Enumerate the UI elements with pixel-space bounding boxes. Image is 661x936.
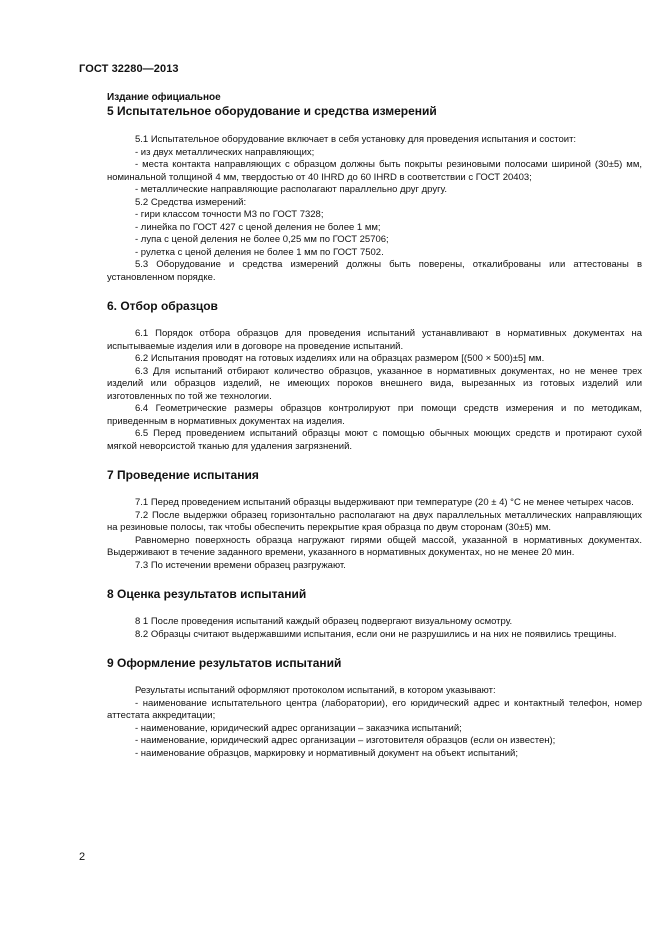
paragraph-8-1: 8 1 После проведения испытаний каждый образец подвергают визуальному осмотру. (135, 616, 513, 627)
paragraph-9-intro: Результаты испытаний оформляют протоколом испытаний, в котором указывают: (135, 685, 496, 696)
list-item: - линейка по ГОСТ 427 с ценой деления не более 1 мм; (135, 221, 381, 233)
section-8-heading: 8 Оценка результатов испытаний (107, 587, 307, 601)
paragraph-5-1: 5.1 Испытательное оборудование включает в себя установку для проведения испытания и состоит: (135, 134, 577, 145)
list-item: - лупа с ценой деления не более 0,25 мм по ГОСТ 25706; (135, 234, 389, 245)
document-body (107, 102, 642, 760)
paragraph-5-3: 5.3 Оборудование и средства измерений должны быть поверены, откалиброваны или аттестованы в установленном порядке. (107, 259, 642, 283)
list-item: - наименование, юридический адрес организации – заказчика испытаний; (135, 722, 462, 734)
section-6-heading: 6. Отбор образцов (107, 299, 218, 313)
list-item: - наименование образцов, маркировку и нормативный документ на объект испытаний; (135, 747, 518, 759)
paragraph-5-2: 5.2 Средства измерений: (135, 196, 247, 208)
section-9-heading: 9 Оформление результатов испытаний (107, 656, 342, 670)
paragraph-6-3: 6.3 Для испытаний отбирают количество образцов, указанное в нормативных документах, но не менее трех изделий или образцов изделий, не имеющих пороков внешнего вида, вырезанных из готовых изделий или изготовленных по той же технологии. (107, 365, 642, 402)
list-item: - наименование, юридический адрес организации – изготовителя образцов (если он известен); (135, 735, 556, 746)
paragraph-6-2: 6.2 Испытания проводят на готовых изделиях или на образцах размером [(500 × 500)±5] мм. (135, 353, 545, 364)
section-7-heading: 7 Проведение испытания (107, 468, 259, 482)
paragraph-7-2-loading: Равномерно поверхность образца нагружают гирями общей массой, указанной в нормативных документах. Выдерживают в течение заданного времени, указанного в нормативных документах, но не менее 20 мин. (107, 534, 642, 558)
section-5-heading: 5 Испытательное оборудование и средства измерений (107, 104, 437, 118)
standard-designation: ГОСТ 32280—2013 (79, 63, 179, 75)
list-item: - наименование испытательного центра (лаборатории), его юридический адрес и контактный телефон, номер аттестата аккредитации; (107, 697, 642, 721)
page-number: 2 (79, 851, 86, 863)
paragraph-7-3: 7.3 По истечении времени образец разгружают. (135, 559, 346, 571)
edition-label: Издание официальное (107, 92, 221, 103)
list-item: - места контакта направляющих с образцом должны быть покрыты резиновыми полосами шириной (30±5) мм, номинальной толщиной 4 мм, твердостью от 40 IHRD до 60 IHRD в соответствии с ГОСТ 20403; (107, 159, 642, 183)
paragraph-7-1: 7.1 Перед проведением испытаний образцы выдерживают при температуре (20 ± 4) °С не менее четырех часов. (135, 497, 634, 508)
list-item: - рулетка с ценой деления не более 1 мм по ГОСТ 7502. (135, 246, 384, 258)
paragraph-6-5: 6.5 Перед проведением испытаний образцы моют с помощью обычных моющих средств и протирают сухой мягкой неворсистой тканью для удаления загрязнений. (107, 428, 642, 452)
paragraph-6-1: 6.1 Порядок отбора образцов для проведения испытаний устанавливают в нормативных документах на испытываемые изделия или в договоре на проведение испытаний. (107, 328, 642, 352)
list-item: - гири классом точности М3 по ГОСТ 7328; (135, 209, 324, 220)
list-item: - из двух металлических направляющих; (135, 146, 315, 158)
paragraph-8-2: 8.2 Образцы считают выдержавшими испытания, если они не разрушились и на них не появились трещины. (135, 628, 617, 640)
paragraph-7-2: 7.2 После выдержки образец горизонтально располагают на двух параллельных металлических направляющих на резиновые полосы, так чтобы обеспечить перекрытие края образца по двум сторонам (30±5) мм. (107, 509, 642, 533)
list-item: - металлические направляющие располагают параллельно друг другу. (135, 184, 447, 195)
paragraph-6-4: 6.4 Геометрические размеры образцов контролируют при помощи средств измерения и по методикам, приведенным в нормативных документах на изделия. (107, 403, 642, 427)
